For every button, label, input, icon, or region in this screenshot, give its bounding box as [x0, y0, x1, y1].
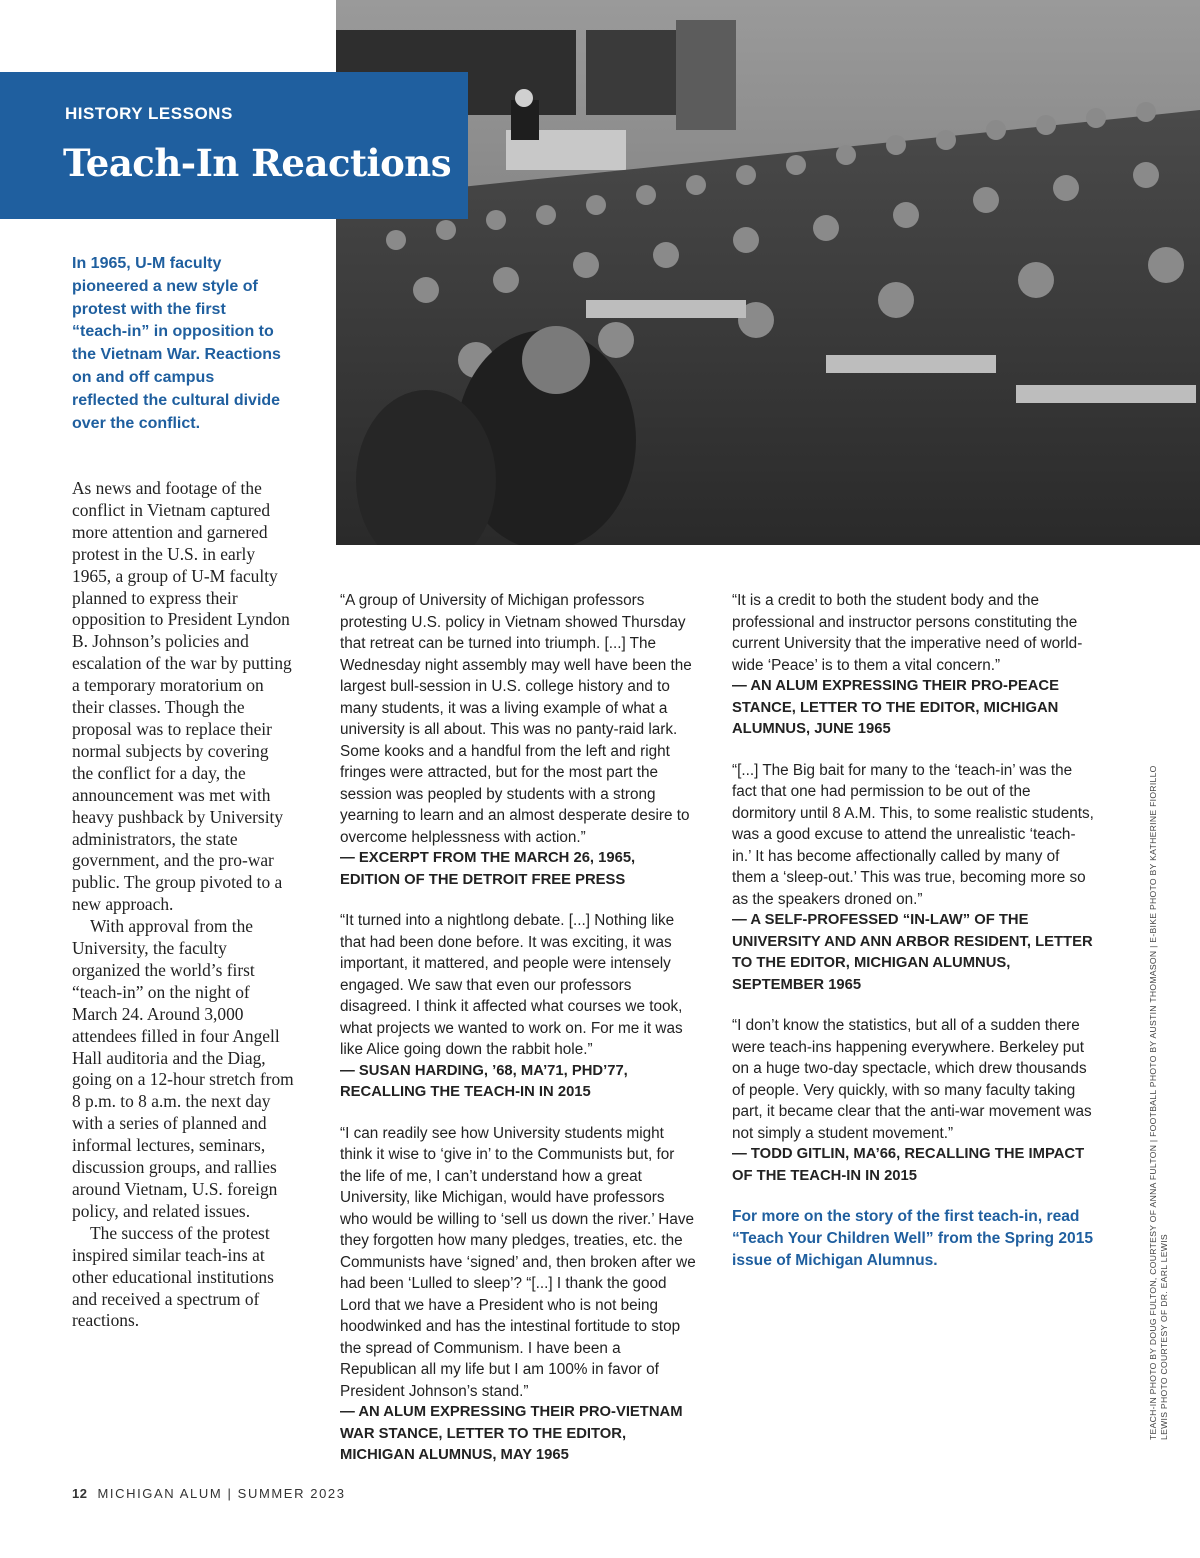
- quote-text: “It is a credit to both the student body and the professional and instructor persons constituting the current University that the imperative need of world-wide ‘Peace’ is to them a vital concern.”: [732, 592, 1083, 674]
- quote-block: [732, 760, 1094, 997]
- quote-block: [340, 910, 696, 1104]
- quote-block: [732, 590, 1094, 741]
- body-paragraph: With approval from the University, the faculty organized the world’s first “teach-in” on the night of March 24. Around 3,000 attendees filled in four Angell Hall auditoria and the Diag, going on a 12-hour stretch from 8 p.m. to 8 a.m. the next day with a series of planned and informal lectures, seminars, discussion groups, and rallies around Vietnam, U.S. foreign policy, and related issues.: [72, 916, 294, 1221]
- quote-text: “I don’t know the statistics, but all of a sudden there were teach-ins happening everywhere. Berkeley put on a huge two-day spectacle, which drew thousands of people. Very quickly, with so many faculty taking part, it became clear that the anti-war movement was not simply a student movement.”: [732, 1017, 1092, 1142]
- folio: [72, 1486, 346, 1501]
- quotes-column-2: [732, 590, 1094, 1272]
- credit-line: TEACH-IN PHOTO BY DOUG FULTON, COURTESY OF ANNA FULTON | FOOTBALL PHOTO BY AUSTIN THOMASON | E-BIKE PHOTO BY KATHERINE FIORILLO: [1148, 765, 1158, 1440]
- intro-dek: In 1965, U-M faculty pioneered a new style of protest with the first “teach-in” in opposition to the Vietnam War. Reactions on and off campus reflected the cultural divide over the conflict.: [72, 255, 281, 432]
- quote-attribution: — EXCERPT FROM THE MARCH 26, 1965, EDITION OF THE DETROIT FREE PRESS: [340, 850, 636, 888]
- quote-text: “It turned into a nightlong debate. [...] Nothing like that had been done before. It was exciting, it was important, it mattered, and people were intensely engaged. We saw that even our professors disagreed. I think it affected what courses we took, what projects we wanted to work on. For me it was like Alice going down the rabbit hole.”: [340, 912, 683, 1058]
- quotes-column-1: [340, 590, 696, 1486]
- page-number: 12: [72, 1486, 88, 1501]
- quote-block: [340, 1123, 696, 1467]
- body-paragraph: The success of the protest inspired similar teach-ins at other educational institutions and received a spectrum of reactions.: [72, 1222, 274, 1331]
- page-title: Teach-In Reactions: [63, 141, 452, 185]
- photo-credits: [1148, 720, 1170, 1440]
- quote-attribution: — A SELF-PROFESSED “IN-LAW” OF THE UNIVERSITY AND ANN ARBOR RESIDENT, LETTER TO THE EDITOR, MICHIGAN ALUMNUS, SEPTEMBER 1965: [732, 912, 1093, 993]
- body-text: [72, 478, 294, 1332]
- section-kicker: HISTORY LESSONS: [65, 104, 233, 123]
- more-info-note: For more on the story of the first teach-in, read “Teach Your Children Well” from the Spring 2015 issue of Michigan Alumnus.: [732, 1208, 1094, 1269]
- quote-block: [732, 1015, 1094, 1187]
- publication-line: MICHIGAN ALUM | SUMMER 2023: [97, 1486, 346, 1501]
- quote-text: “I can readily see how University students might think it wise to ‘give in’ to the Communists but, for the life of me, I can’t understand how a great University, like Michigan, would have professors who would be willing to ‘sell us down the river.’ Have they forgotten how many pledges, treaties, etc. the Communists have ‘signed’ and, then broken after we had been ‘Lulled to sleep’? “[...] I thank the good Lord that we have a President who is not being hoodwinked and has the intestinal fortitude to stop the spread of Communism. I have been a Republican all my life but I am 100% in favor of President Johnson’s stand.”: [340, 1124, 696, 1400]
- quote-attribution: — AN ALUM EXPRESSING THEIR PRO-VIETNAM WAR STANCE, LETTER TO THE EDITOR, MICHIGAN ALUMNUS, MAY 1965: [340, 1404, 683, 1463]
- credit-line: LEWIS PHOTO COURTESY OF DR. EARL LEWIS: [1159, 1234, 1169, 1440]
- quote-attribution: — TODD GITLIN, MA’66, RECALLING THE IMPACT OF THE TEACH-IN IN 2015: [732, 1146, 1085, 1184]
- quote-attribution: — SUSAN HARDING, ’68, MA’71, PHD’77, RECALLING THE TEACH-IN IN 2015: [340, 1062, 628, 1100]
- quote-text: “[...] The Big bait for many to the ‘teach-in’ was the fact that one had permission to be out of the dormitory until 8 A.M. This, to some realistic students, was a good excuse to attend the unrealistic ‘teach-in.’ It has become affectionally called by many of them a ‘sleep-out.’ This was true, becoming more so as the speakers droned on.”: [732, 761, 1094, 908]
- quote-text: “A group of University of Michigan professors protesting U.S. policy in Vietnam showed Thursday that retreat can be turned into triumph. [...] The Wednesday night assembly may well have been the largest bull-session in U.S. college history and to many students, it was a living example of what a university is all about. This was no panty-raid lark. Some kooks and a handful from the left and right fringes were attracted, but for the most part the session was peopled by students with a strong yearning to learn and an almost desperate desire to overcome helplessness with action.”: [340, 592, 692, 846]
- quote-block: [340, 590, 696, 891]
- body-paragraph: As news and footage of the conflict in Vietnam captured more attention and garnered protest in the U.S. in early 1965, a group of U-M faculty planned to express their opposition to President Lyndon B. Johnson’s policies and escalation of the war by putting a temporary moratorium on their classes. Though the proposal was to replace their normal subjects by covering the conflict for a day, the announcement was met with heavy pushback by University administrators, the state government, and the pro-war public. The group pivoted to a new approach.: [72, 478, 292, 915]
- quote-attribution: — AN ALUM EXPRESSING THEIR PRO-PEACE STANCE, LETTER TO THE EDITOR, MICHIGAN ALUMNUS, JUNE 1965: [732, 678, 1059, 737]
